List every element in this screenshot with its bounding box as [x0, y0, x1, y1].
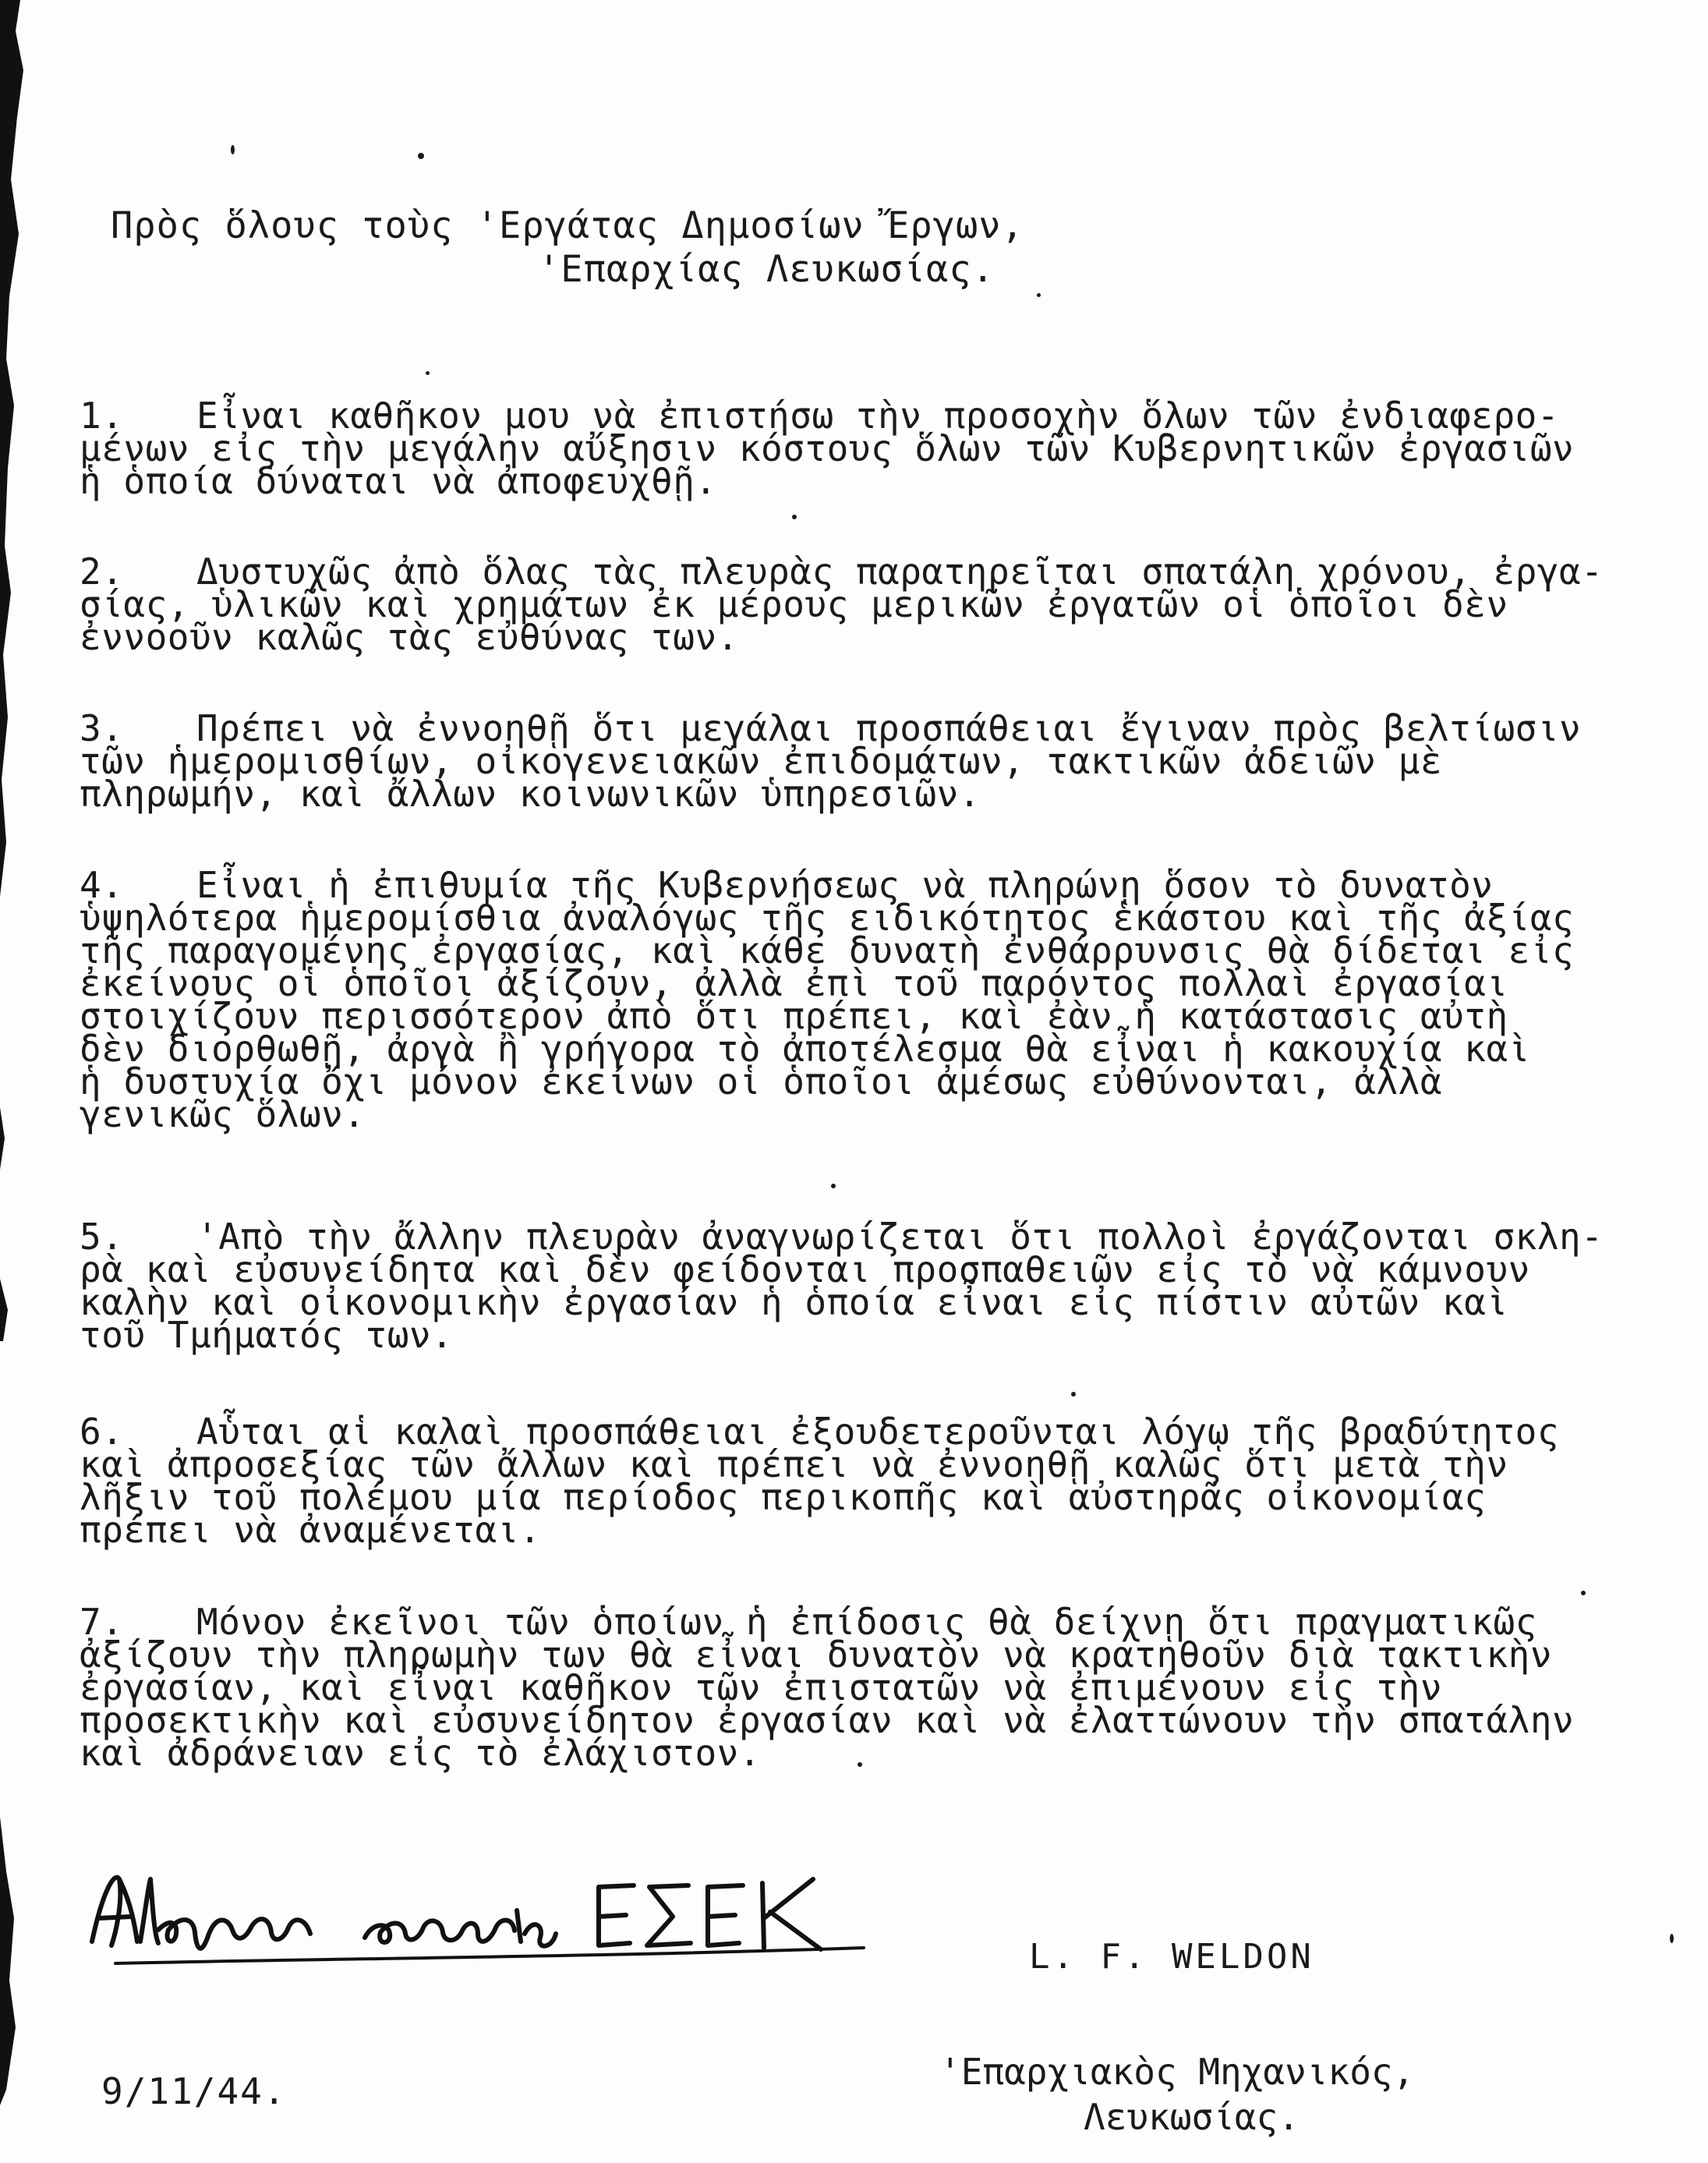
paragraph-line: ὑψηλότερα ἡμερομίσθια ἀναλόγως τῆς ειδικότητος ἑκάστου καὶ τῆς ἀξίας	[80, 897, 1575, 939]
scan-speck	[1071, 1392, 1076, 1397]
paragraph-line: μένων εἰς τὴν μεγάλην αὔξησιν κόστους ὅλων τῶν Κυβερνητικῶν ἐργασιῶν	[80, 427, 1575, 469]
scan-speck	[831, 1184, 836, 1188]
paragraph-line: ρὰ καὶ εὐσυνείδητα καὶ δὲν φείδονται προσπαθειῶν εἰς τὸ νὰ κάμνουν	[80, 1248, 1530, 1290]
document-date: 9/11/44.	[101, 2070, 287, 2112]
paragraph-line: τῆς παραγομένης ἐργασίας, καὶ κάθε δυνατὴ ἐνθάρρυνσις θὰ δίδεται εἰς	[80, 929, 1575, 972]
paragraph-line: λῆξιν τοῦ πολέμου μία περίοδος περικοπῆς καὶ αὐστηρᾶς οἰκονομίας	[80, 1476, 1487, 1518]
addressee-line-2: 'Επαρχίας Λευκωσίας.	[538, 248, 995, 291]
paragraph-line: πληρωμήν, καὶ ἄλλων κοινωνικῶν ὑπηρεσιῶν.	[80, 773, 981, 815]
paragraph-line: πρέπει νὰ ἀναμένεται.	[80, 1509, 542, 1551]
scan-speck	[1670, 1934, 1674, 1943]
paragraph-line: ἐργασίαν, καὶ εἶναι καθῆκον τῶν ἐπιστατῶν νὰ ἐπιμένουν εἰς τὴν	[80, 1666, 1443, 1708]
paragraph-line: ἐκείνους οἱ ὁποῖοι ἀξίζουν, ἀλλὰ ἐπὶ τοῦ παρόντος πολλαὶ ἐργασίαι	[80, 962, 1508, 1004]
paragraph-line: τοῦ Τμήματός των.	[80, 1314, 454, 1356]
paragraph-line: Πρέπει νὰ ἐννοηθῇ ὅτι μεγάλαι προσπάθειαι ἔγιναν πρὸς βελτίωσιν	[196, 707, 1582, 749]
scan-speck	[858, 1762, 862, 1767]
paragraph-number: 2.	[80, 550, 124, 593]
paragraph-7	[80, 1601, 1662, 1774]
paragraph-line: γενικῶς ὅλων.	[80, 1093, 366, 1135]
paragraph-line: σίας, ὑλικῶν καὶ χρημάτων ἐκ μέρους μερικῶν ἐργατῶν οἱ ὁποῖοι δὲν	[80, 583, 1508, 625]
scan-speck	[792, 515, 797, 519]
paragraph-1	[80, 395, 1662, 502]
paragraph-number: 6.	[80, 1411, 124, 1453]
handwritten-note	[84, 1856, 879, 1973]
scan-speck	[1581, 1591, 1586, 1595]
paragraph-line: δὲν διορθωθῇ, ἀργὰ ἢ γρήγορα τὸ ἀποτέλεσμα θὰ εἶναι ἡ κακουχία καὶ	[80, 1028, 1530, 1070]
paragraph-line: Αὗται αἱ καλαὶ προσπάθειαι ἐξουδετεροῦνται λόγῳ τῆς βραδύτητος	[196, 1411, 1560, 1453]
paragraph-2	[80, 550, 1662, 658]
paragraph-4	[80, 864, 1662, 1135]
paragraph-line: ἡ δυστυχία ὄχι μόνον ἐκείνων οἱ ὁποῖοι ἀμέσως εὐθύνονται, ἀλλὰ	[80, 1060, 1443, 1103]
paragraph-line: Εἶναι ἡ ἐπιθυμία τῆς Κυβερνήσεως νὰ πληρώνῃ ὅσον τὸ δυνατὸν	[196, 864, 1494, 906]
addressee-line-1: Πρὸς ὅλους τοὺς 'Εργάτας Δημοσίων Ἔργων,	[111, 204, 1024, 247]
paragraph-5	[80, 1216, 1662, 1356]
signer-title-line-1: 'Επαρχιακὸς Μηχανικός,	[939, 2051, 1415, 2093]
signer-name: L. F. WELDON	[1029, 1937, 1314, 1977]
paragraph-line: στοιχίζουν περισσότερον ἀπὸ ὅτι πρέπει, καὶ ἐὰν ἡ κατάστασις αὐτὴ	[80, 995, 1508, 1037]
paragraph-number: 3.	[80, 707, 124, 749]
torn-edge	[0, 0, 47, 2163]
paragraph-number: 1.	[80, 395, 124, 437]
paragraph-3	[80, 707, 1662, 815]
paragraph-line: Μόνον ἐκεῖνοι τῶν ὁποίων ἡ ἐπίδοσις θὰ δείχνῃ ὅτι πραγματικῶς	[196, 1601, 1537, 1643]
paragraph-line: 'Απὸ τὴν ἄλλην πλευρὰν ἀναγνωρίζεται ὅτι πολλοὶ ἐργάζονται σκλη-	[196, 1216, 1604, 1258]
paragraph-6	[80, 1411, 1662, 1551]
paragraph-line: Εἶναι καθῆκον μου νὰ ἐπιστήσω τὴν προσοχὴν ὅλων τῶν ἐνδιαφερο-	[196, 395, 1560, 437]
scan-speck	[231, 145, 235, 154]
paragraph-line: ἀξίζουν τὴν πληρωμὴν των θὰ εἶναι δυνατὸν νὰ κρατηθοῦν διὰ τακτικὴν	[80, 1634, 1553, 1676]
paragraph-line: καλὴν καὶ οἰκονομικὴν ἐργασίαν ἡ ὁποία εἶναι εἰς πίστιν αὐτῶν καὶ	[80, 1281, 1508, 1323]
paragraph-line: ἐννοοῦν καλῶς τὰς εὐθύνας των.	[80, 616, 739, 658]
scan-speck	[418, 153, 424, 159]
paragraph-line: καὶ ἀδράνειαν εἰς τὸ ἐλάχιστον.	[80, 1732, 762, 1774]
paragraph-number: 4.	[80, 864, 124, 906]
paragraph-line: προσεκτικὴν καὶ εὐσυνείδητον ἐργασίαν καὶ νὰ ἐλαττώνουν τὴν σπατάλην	[80, 1699, 1575, 1741]
signer-title-line-2: Λευκωσίας.	[1084, 2096, 1300, 2138]
paragraph-line: ἡ ὁποία δύναται νὰ ἀποφευχθῇ.	[80, 460, 717, 502]
paragraph-line: καὶ ἀπροσεξίας τῶν ἄλλων καὶ πρέπει νὰ ἐννοηθῇ καλῶς ὅτι μετὰ τὴν	[80, 1443, 1508, 1485]
scan-speck	[1037, 293, 1041, 297]
paragraph-number: 5.	[80, 1216, 124, 1258]
paragraph-number: 7.	[80, 1601, 124, 1643]
scan-speck	[426, 371, 430, 375]
paragraph-line: Δυστυχῶς ἀπὸ ὅλας τὰς πλευρὰς παρατηρεῖται σπατάλη χρόνου, ἐργα-	[196, 550, 1604, 593]
paragraph-line: τῶν ἡμερομισθίων, οἰκογενειακῶν ἐπιδομάτων, τακτικῶν ἀδειῶν μὲ	[80, 740, 1443, 782]
